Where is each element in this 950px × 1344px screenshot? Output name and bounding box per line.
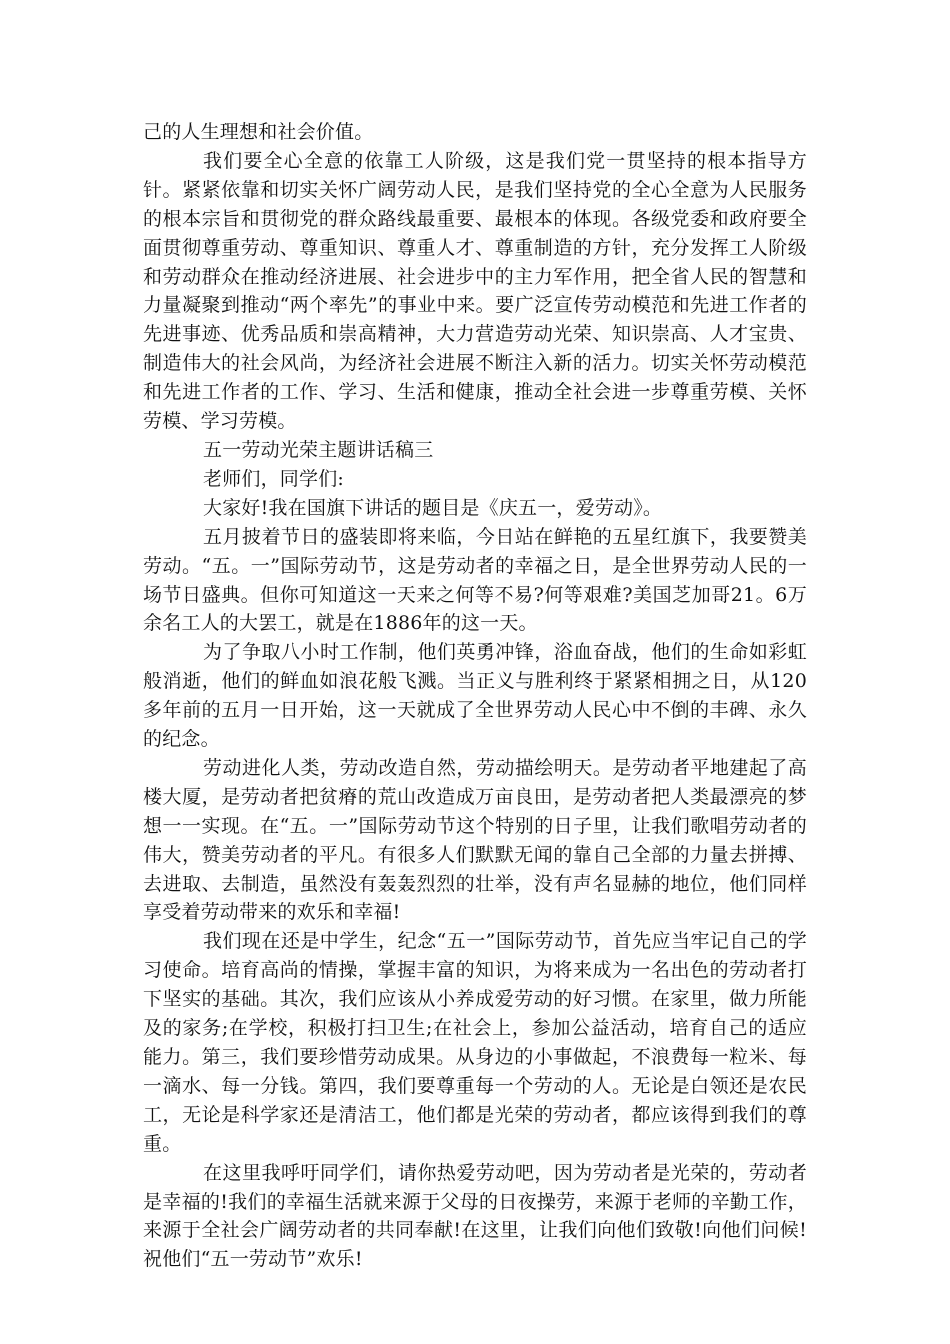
paragraph-labor-evolution: 劳动进化人类，劳动改造自然，劳动描绘明天。是劳动者平地建起了高楼大厦，是劳动者把贫瘠的荒山改造成万亩良田，是劳动者把人类最漂亮的梦想一一实现。在“五。一”国际劳动节这个特别的日子里，让我们歌唱劳动者的伟大，赞美劳动者的平凡。有很多人们默默无闻的靠自己全部的力量去拼搏、去进取、去制造，虽然没有轰轰烈烈的壮举，没有声名显赫的地位，他们同样享受着劳动带来的欢乐和幸福! xyxy=(143,756,807,924)
paragraph-eight-hours: 为了争取八小时工作制，他们英勇冲锋，浴血奋战，他们的生命如彩虹般消逝，他们的鲜血如浪花般飞溅。当正义与胜利终于紧紧相拥之日，从120多年前的五月一日开始，这一天就成了全世界劳动人民心中不倒的丰碑、永久的纪念。 xyxy=(143,641,807,751)
paragraph-may-day: 五月披着节日的盛装即将来临，今日站在鲜艳的五星红旗下，我要赞美劳动。“五。一”国际劳动节，这是劳动者的幸福之日，是全世界劳动人民的一场节日盛典。但你可知道这一天来之何等不易?何等艰难?美国芝加哥21。6万余名工人的大罢工，就是在1886年的这一天。 xyxy=(143,525,807,635)
salutation: 老师们，同学们: xyxy=(203,467,345,490)
paragraph-closing: 在这里我呼吁同学们，请你热爱劳动吧，因为劳动者是光荣的，劳动者是幸福的!我们的幸福生活就来源于父母的日夜操劳，来源于老师的辛勤工作，来源于全社会广阔劳动者的共同奉献!在这里，让我们向他们致敬!向他们问候!祝他们“五一劳动节”欢乐! xyxy=(143,1161,807,1271)
document-page xyxy=(143,118,807,1274)
paragraph-continuation: 己的人生理想和社会价值。 xyxy=(143,121,374,143)
section-title: 五一劳动光荣主题讲话稿三 xyxy=(203,438,434,461)
paragraph-students: 我们现在还是中学生，纪念“五一”国际劳动节，首先应当牢记自己的学习使命。培育高尚的情操，掌握丰富的知识，为将来成为一名出色的劳动者打下坚实的基础。其次，我们应该从小养成爱劳动的好习惯。在家里，做力所能及的家务;在学校，积极打扫卫生;在社会上，参加公益活动，培育自己的适应能力。第三，我们要珍惜劳动成果。从身边的小事做起，不浪费每一粒米、每一滴水、每一分钱。第四，我们要尊重每一个劳动的人。无论是白领还是农民工，无论是科学家还是清洁工，他们都是光荣的劳动者，都应该得到我们的尊重。 xyxy=(143,930,807,1155)
paragraph-working-class: 我们要全心全意的依靠工人阶级，这是我们党一贯坚持的根本指导方针。紧紧依靠和切实关怀广阔劳动人民，是我们坚持党的全心全意为人民服务的根本宗旨和贯彻党的群众路线最重要、最根本的体现。各级党委和政府要全面贯彻尊重劳动、尊重知识、尊重人才、尊重制造的方针，充分发挥工人阶级和劳动群众在推动经济进展、社会进步中的主力军作用，把全省人民的智慧和力量凝聚到推动“两个率先”的事业中来。要广泛宣传劳动模范和先进工作者的先进事迹、优秀品质和崇高精神，大力营造劳动光荣、知识崇高、人才宝贵、制造伟大的社会风尚，为经济社会进展不断注入新的活力。切实关怀劳动模范和先进工作者的工作、学习、生活和健康，推动全社会进一步尊重劳模、关怀劳模、学习劳模。 xyxy=(143,149,807,433)
greeting: 大家好!我在国旗下讲话的题目是《庆五一，爱劳动》。 xyxy=(203,496,663,519)
